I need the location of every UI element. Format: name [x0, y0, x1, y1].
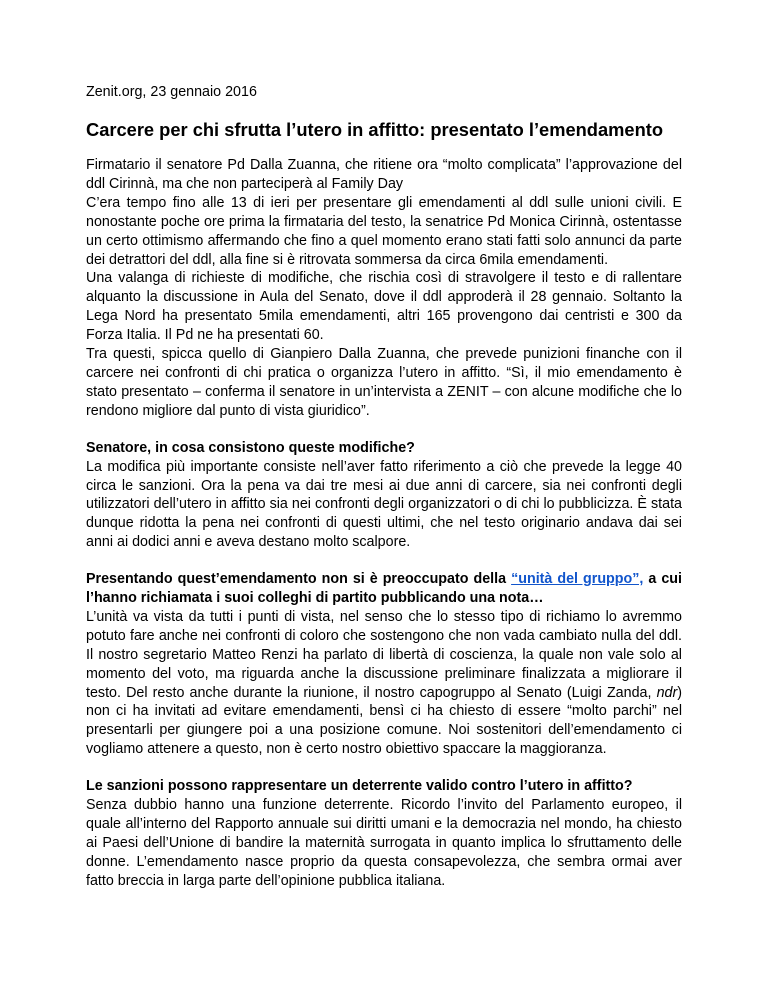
answer-text: ) non ci ha invitati ad evitare emendamenti, bensì ci ha chiesto di essere “molto parchi” nel presentarli per giungere poi a una posizione comune. Noi sostenitori dell’emendamento ci vogliamo attenere a questo, non è certo nostro obiettivo spaccare la maggioranza. [86, 684, 682, 758]
intro-subtitle: Firmatario il senatore Pd Dalla Zuanna, che ritiene ora “molto complicata” l’approvazione del ddl Cirinnà, ma che non parteciperà al Family Day [86, 157, 682, 192]
interview-section-2 [86, 570, 682, 759]
interview-section-3 [86, 777, 682, 890]
article-intro [86, 156, 682, 421]
interview-answer: Senza dubbio hanno una funzione deterrente. Ricordo l’invito del Parlamento europeo, il quale all’interno del Rapporto annuale sui diritti umani e la democrazia nel mondo, ha chiesto ai Paesi dell’Unione di bandire la maternità surrogata in quanto implica lo sfruttamento delle donne. L’emendamento nasce proprio da questa consapevolezza, che sembra ormai aver fatto breccia in larga parte dell’opinione pubblica italiana. [86, 797, 682, 889]
interview-answer: La modifica più importante consiste nell’aver fatto riferimento a ciò che prevede la legge 40 circa le sanzioni. Ora la pena va dai tre mesi ai due anni di carcere, sia nei confronti degli utilizzatori dell’utero in affitto sia nei confronti degli organizzatori o di chi lo pubblicizza. È stata dunque ridotta la pena nei confronti di questi ultimi, che nel testo originario andava dai sei anni ai dodici anni e aveva destano molto scalpore. [86, 458, 682, 551]
question-text: a cui l’hanno richiamata i suoi colleghi di partito pubblicando una nota… [86, 571, 682, 607]
ndr-note: ndr [656, 684, 678, 701]
unita-del-gruppo-link[interactable]: “unità del gruppo”, [511, 571, 644, 588]
interview-question: Senatore, in cosa consistono queste modifiche? [86, 439, 415, 456]
interview-question: Le sanzioni possono rappresentare un deterrente valido contro l’utero in affitto? [86, 778, 633, 795]
interview-answer [86, 608, 682, 759]
answer-text: L’unità va vista da tutti i punti di vista, nel senso che lo stesso tipo di richiamo lo avremmo potuto fare anche nei confronti di coloro che sostengono che non vada cambiato nulla del ddl. Il nostro segretario Matteo Renzi ha parlato di libertà di coscienza, la quale non vale solo al momento del voto, ma riguarda anche la discussione preliminare finalizzata a migliorare il testo. Del resto anche durante la riunione, il nostro capogruppo al Senato (Luigi Zanda, [86, 608, 682, 701]
interview-section-1 [86, 439, 682, 552]
article-title: Carcere per chi sfrutta l’utero in affitto: presentato l’emendamento [86, 119, 663, 140]
interview-question [86, 570, 682, 608]
intro-paragraph: Tra questi, spicca quello di Gianpiero Dalla Zuanna, che prevede punizioni finanche con il carcere nei confronti di chi pratica o organizza l’utero in affitto. “Sì, il mio emendamento è stato presentato – conferma il senatore in un’intervista a ZENIT – con alcune modifiche che lo rendono migliore dal punto di vista giuridico”. [86, 346, 682, 419]
question-text: Presentando quest’emendamento non si è preoccupato della [86, 571, 512, 588]
intro-paragraph: C’era tempo fino alle 13 di ieri per presentare gli emendamenti al ddl sulle unioni civili. E nonostante poche ore prima la firmataria del testo, la senatrice Pd Monica Cirinnà, ostentasse un certo ottimismo affermando che fino a quel momento erano stati fatti solo annunci da parte dei detrattori del ddl, alla fine si è ritrovata sommersa da circa 6mila emendamenti. [86, 194, 682, 268]
source-date-line: Zenit.org, 23 gennaio 2016 [86, 84, 257, 100]
intro-paragraph: Una valanga di richieste di modifiche, che rischia così di stravolgere il testo e di rallentare alquanto la discussione in Aula del Senato, dove il ddl approderà il 28 gennaio. Soltanto la Lega Nord ha presentato 5mila emendamenti, altri 165 provengono dai centristi e 300 da Forza Italia. Il Pd ne ha presentati 60. [86, 270, 682, 344]
